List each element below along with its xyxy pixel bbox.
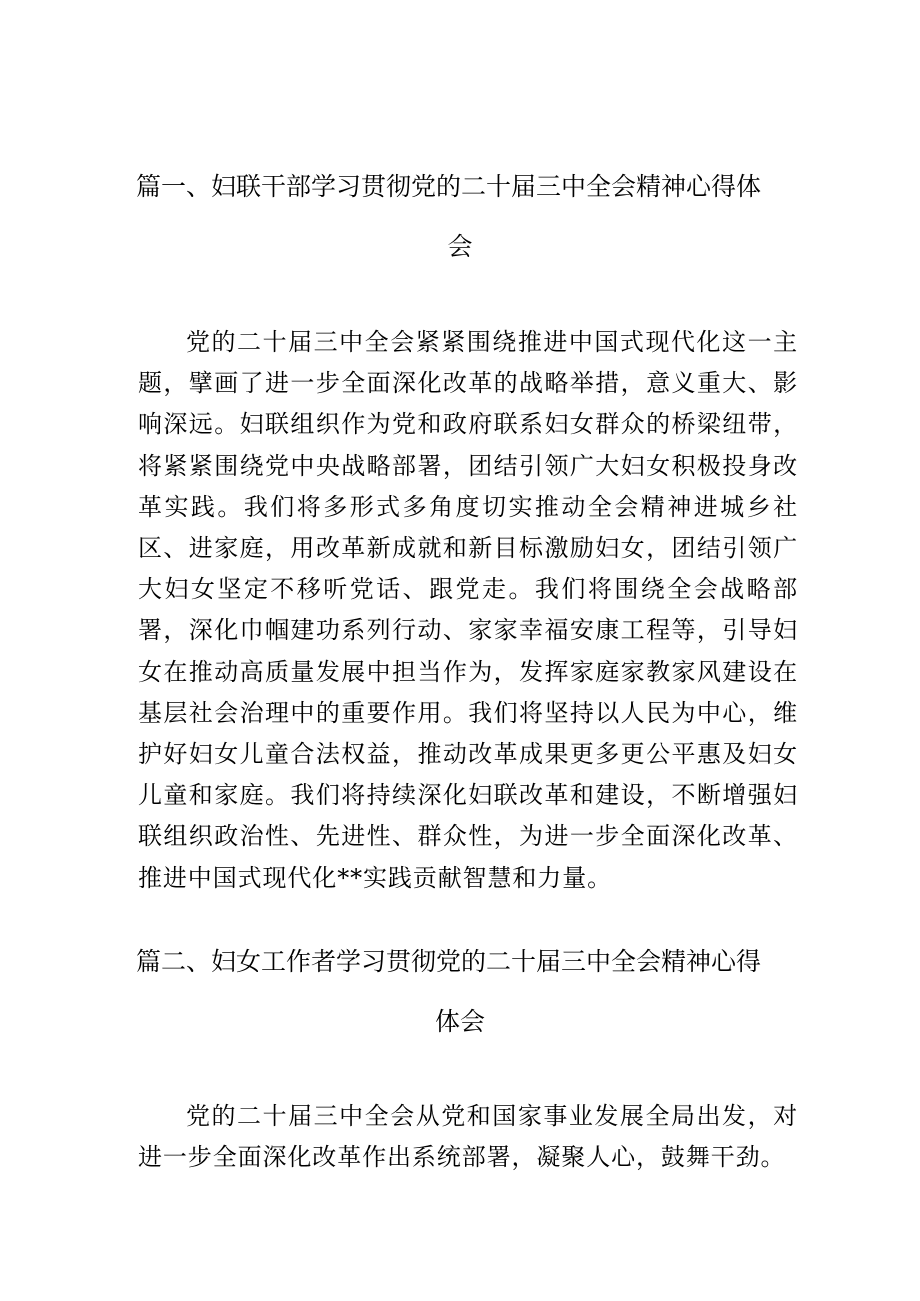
section-1-heading: 篇一、妇联干部学习贯彻党的二十届三中全会精神心得体 [136,172,762,201]
section-1-body: 党的二十届三中全会紧紧围绕推进中国式现代化这一主题，擘画了进一步全面深化改革的战略举措，意义重大、影响深远。妇联组织作为党和政府联系妇女群众的桥梁纽带，将紧紧围绕党中央战略部署，团结引领广大妇女积极投身改革实践。我们将多形式多角度切实推动全会精神进城乡社区、进家庭，用改革新成就和新目标激励妇女，团结引领广大妇女坚定不移听党话、跟党走。我们将围绕全会战略部署，深化巾帼建功系列行动、家家幸福安康工程等，引导妇女在推动高质量发展中担当作为，发挥家庭家教家风建设在基层社会治理中的重要作用。我们将坚持以人民为中心，维护好妇女儿童合法权益，推动改革成果更多更公平惠及妇女儿童和家庭。我们将持续深化妇联改革和建设，不断增强妇联组织政治性、先进性、群众性，为进一步全面深化改革、推进中国式现代化**实践贡献智慧和力量。 [138,328,798,892]
section-2-body: 党的二十届三中全会从党和国家事业发展全局出发，对进一步全面深化改革作出系统部署，凝聚人心，鼓舞干劲。 [138,1102,798,1172]
section-2-heading-continuation: 体会 [434,1007,485,1036]
section-2-heading: 篇二、妇女工作者学习贯彻党的二十届三中全会精神心得 [136,947,762,976]
section-1-heading-continuation: 会 [447,232,473,261]
